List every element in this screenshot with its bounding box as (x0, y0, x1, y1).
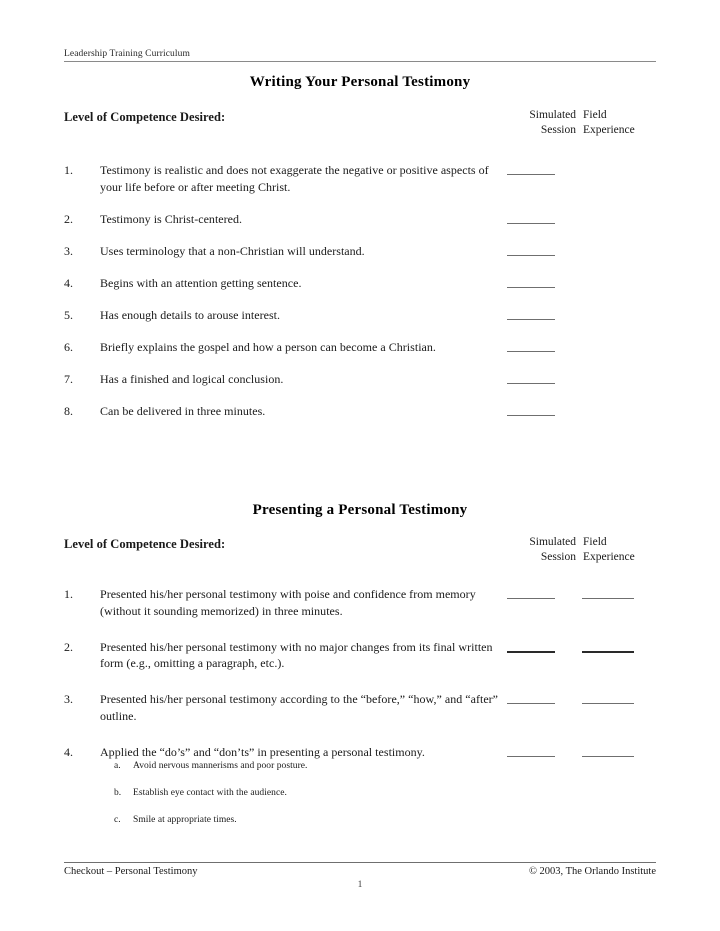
sublist-item-text: Avoid nervous mannerisms and poor posture. (133, 761, 308, 771)
simulated-session-blank[interactable] (507, 415, 555, 416)
simulated-session-blank[interactable] (507, 651, 555, 653)
checklist-item-number: 4. (64, 744, 73, 759)
checklist-item-number: 4. (64, 275, 73, 290)
checklist-item-text: Has a finished and logical conclusion. (100, 371, 284, 386)
checklist-item (64, 639, 656, 672)
checklist-item-text: Briefly explains the gospel and how a person can become a Christian. (100, 339, 436, 354)
column-header-field-experience-2 (583, 535, 703, 564)
simulated-session-blank[interactable] (507, 287, 555, 288)
footer-copyright: © 2003, The Orlando Institute (528, 866, 656, 877)
checklist-item-number: 3. (64, 243, 73, 258)
checklist-item (64, 211, 656, 228)
column-header-field-experience-1 (583, 108, 703, 137)
running-footer (64, 862, 656, 882)
sublist-item-letter: c. (114, 815, 121, 825)
checklist-item-number: 2. (64, 639, 73, 654)
column-header-simulated-session-1 (502, 108, 576, 137)
checklist-item-text: Presented his/her personal testimony according to the “before,” “how,” and “after” outline. (100, 692, 499, 723)
section-title-writing: Writing Your Personal Testimony (249, 74, 471, 90)
competence-label-1: Level of Competence Desired: (64, 110, 226, 124)
checklist-item (64, 307, 656, 324)
checklist-item-text: Applied the “do’s” and “don’ts” in presenting a personal testimony. (100, 744, 425, 759)
field-experience-blank[interactable] (582, 651, 634, 653)
checklist-item-text: Begins with an attention getting sentence. (100, 275, 302, 290)
column-header-simulated-line2: Session (540, 550, 576, 563)
sublist-item-text: Smile at appropriate times. (133, 815, 237, 825)
checklist-item-number: 6. (64, 339, 73, 354)
sublist-item (64, 787, 656, 814)
sublist-item-letter: b. (114, 788, 122, 798)
simulated-session-blank[interactable] (507, 174, 555, 175)
checklist-item (64, 339, 656, 356)
column-header-simulated-session-2 (502, 535, 576, 564)
checklist-item (64, 275, 656, 292)
section-title-presenting: Presenting a Personal Testimony (252, 502, 468, 518)
column-header-field-line2: Experience (583, 123, 635, 136)
checklist-item-text: Presented his/her personal testimony with poise and confidence from memory (without it sounding memorized) in three minutes. (100, 587, 476, 618)
checklist-item-number: 3. (64, 692, 73, 706)
sublist-item (64, 760, 656, 787)
column-header-field-line1: Field (583, 536, 607, 548)
simulated-session-blank[interactable] (507, 383, 555, 384)
checklist-item-number: 5. (64, 307, 73, 322)
simulated-session-blank[interactable] (507, 703, 555, 704)
simulated-session-blank[interactable] (507, 756, 555, 757)
checklist-item-number: 2. (64, 211, 73, 226)
column-header-simulated-line2: Session (540, 123, 576, 136)
simulated-session-blank[interactable] (507, 223, 555, 224)
simulated-session-blank[interactable] (507, 598, 555, 599)
checklist-item-text: Testimony is Christ-centered. (100, 211, 243, 226)
checklist-item-number: 8. (64, 403, 73, 418)
column-header-simulated-line1: Simulated (529, 109, 576, 121)
running-header-text: Leadership Training Curriculum (64, 49, 190, 59)
checklist-item-text: Uses terminology that a non-Christian will understand. (100, 243, 365, 258)
field-experience-blank[interactable] (582, 598, 634, 599)
checklist-item-text: Has enough details to arouse interest. (100, 307, 281, 322)
competence-label-2: Level of Competence Desired: (64, 537, 226, 551)
checklist-item (64, 371, 656, 388)
checklist-item-number: 1. (64, 587, 73, 601)
column-header-simulated-line1: Simulated (529, 536, 576, 548)
sublist-item-letter: a. (114, 761, 121, 771)
checklist-item (64, 162, 656, 195)
checklist-item-text: Testimony is realistic and does not exaggerate the negative or positive aspects of your life before or after meeting Christ. (100, 163, 489, 194)
field-experience-blank[interactable] (582, 703, 634, 704)
sublist-item-text: Establish eye contact with the audience. (133, 788, 287, 798)
field-experience-blank[interactable] (582, 756, 634, 757)
checklist-item-text: Presented his/her personal testimony with no major changes from its final written form (e.g., omitting a paragraph, etc.). (100, 639, 493, 670)
checklist-item-number: 1. (64, 163, 73, 177)
checklist-item (64, 691, 656, 724)
sublist-item (64, 814, 656, 841)
sublist-dos-and-donts (64, 760, 656, 841)
simulated-session-blank[interactable] (507, 319, 555, 320)
checklist-item (64, 403, 656, 420)
footer-left-text: Checkout – Personal Testimony (64, 866, 198, 877)
simulated-session-blank[interactable] (507, 351, 555, 352)
column-header-field-line2: Experience (583, 550, 635, 563)
checklist-item-number: 7. (64, 371, 73, 386)
running-header (64, 48, 656, 62)
checklist-item (64, 744, 656, 761)
column-header-field-line1: Field (583, 109, 607, 121)
checklist-item (64, 586, 656, 619)
simulated-session-blank[interactable] (507, 255, 555, 256)
checklist-item (64, 243, 656, 260)
page-number: 1 (357, 880, 363, 890)
checklist-item-text: Can be delivered in three minutes. (100, 403, 266, 418)
